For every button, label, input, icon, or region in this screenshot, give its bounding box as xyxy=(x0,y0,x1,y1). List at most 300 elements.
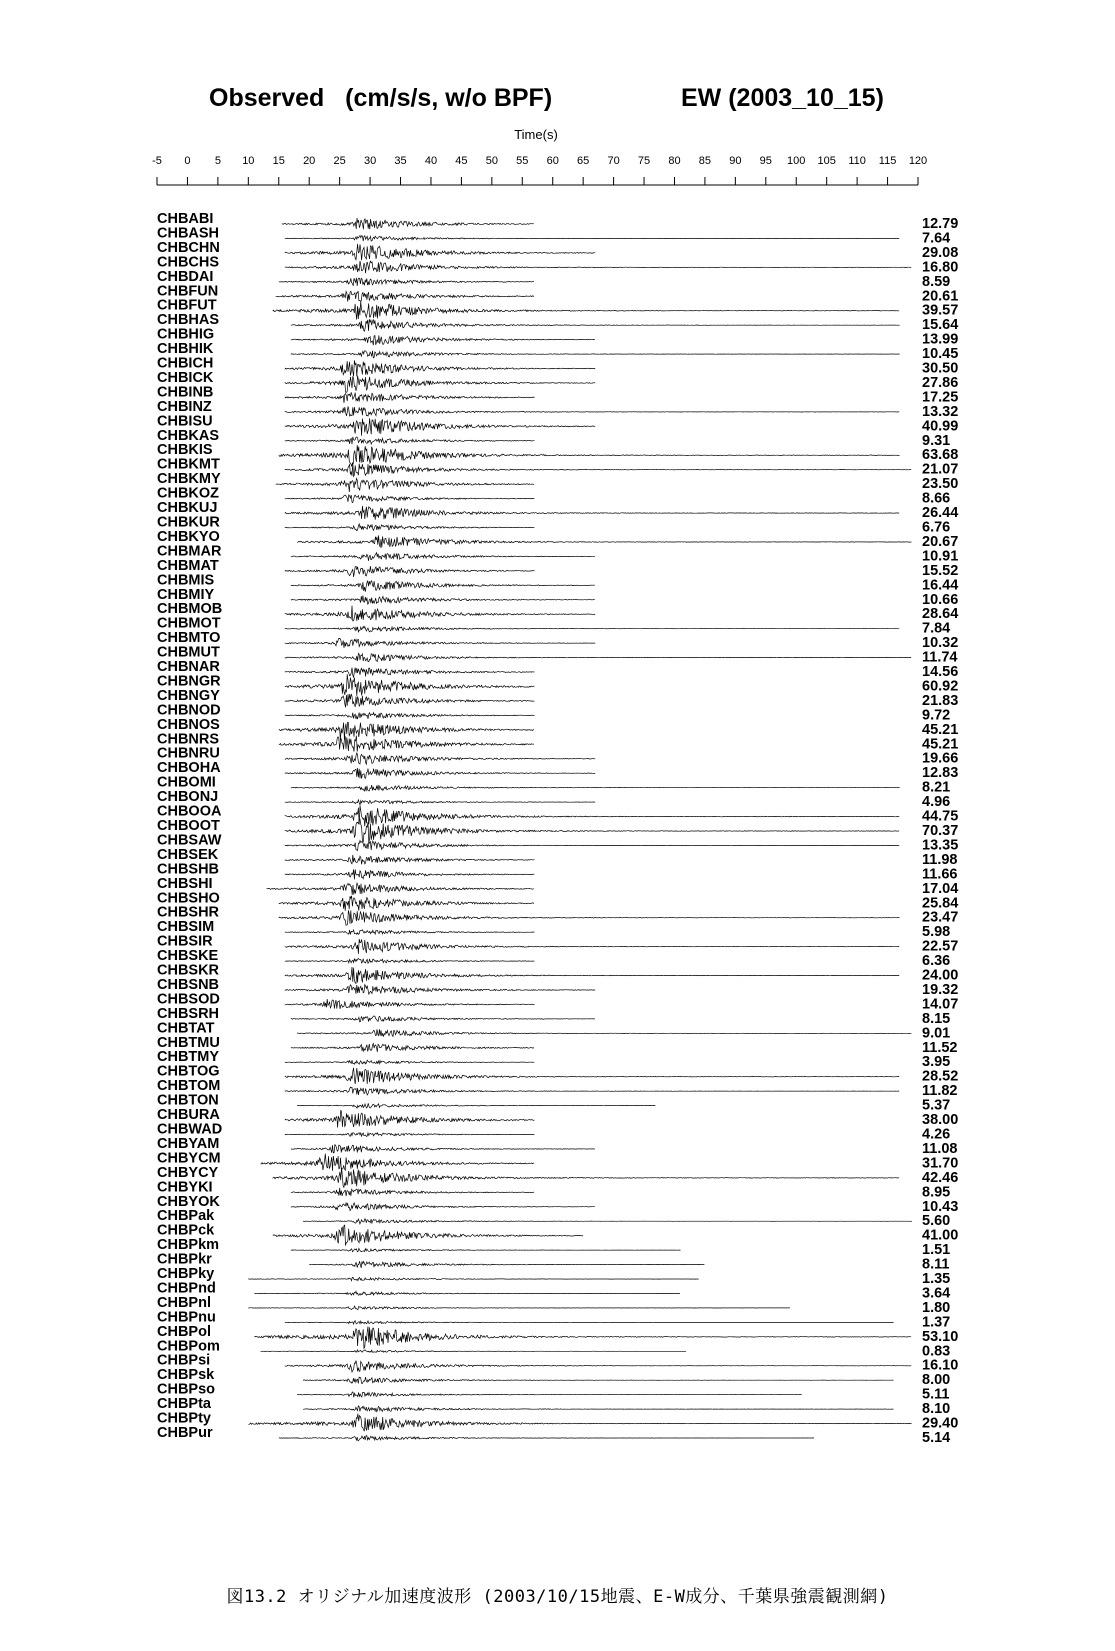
peak-value-label: 40.99 xyxy=(922,418,959,435)
station-trace xyxy=(157,1309,950,1330)
time-axis xyxy=(152,155,927,185)
waveform-line xyxy=(285,1060,535,1064)
peak-value-label: 5.14 xyxy=(922,1430,951,1446)
station-label: CHBSAW xyxy=(157,832,222,849)
station-label: CHBTMY xyxy=(157,1049,220,1066)
station-label: CHBKMY xyxy=(157,471,221,488)
peak-value-label: 16.80 xyxy=(922,259,959,276)
x-tick-label: 50 xyxy=(485,155,498,167)
x-tick-label: 90 xyxy=(729,155,742,167)
waveform-line xyxy=(297,1029,911,1036)
station-trace xyxy=(157,370,958,392)
station-label: CHBICK xyxy=(157,369,214,386)
waveform-line xyxy=(291,785,900,791)
waveform-line xyxy=(279,896,534,911)
peak-value-label: 29.40 xyxy=(922,1415,959,1432)
station-trace xyxy=(157,1208,950,1229)
peak-value-label: 8.66 xyxy=(922,490,951,507)
station-label: CHBSNB xyxy=(157,976,220,993)
station-label: CHBMAT xyxy=(157,557,219,574)
station-label: CHBINZ xyxy=(157,398,212,415)
peak-value-label: 11.98 xyxy=(922,851,958,868)
waveform-line xyxy=(297,1392,802,1397)
peak-value-label: 11.74 xyxy=(922,649,958,666)
station-label: CHBOMI xyxy=(157,774,216,791)
station-label: CHBYCM xyxy=(157,1150,221,1167)
waveform-line xyxy=(285,1133,535,1137)
waveform-line xyxy=(285,244,595,260)
waveform-line xyxy=(285,768,595,779)
peak-value-label: 12.83 xyxy=(922,765,959,782)
station-trace xyxy=(157,1020,950,1041)
station-label: CHBHIG xyxy=(157,326,215,343)
waveform-line xyxy=(285,606,595,621)
station-label: CHBPso xyxy=(157,1381,216,1398)
station-label: CHBSHI xyxy=(157,875,213,892)
station-label: CHBSEK xyxy=(157,846,219,863)
station-label: CHBPnd xyxy=(157,1280,216,1297)
waveform-line xyxy=(254,1291,680,1295)
figure-caption: 図13.2 オリジナル加速度波形 (2003/10/15地震、E-W成分、千葉県強震観測網) xyxy=(226,1587,889,1607)
waveform-line xyxy=(285,869,535,879)
x-tick-label: 75 xyxy=(637,155,651,167)
waveform-line xyxy=(291,1145,595,1153)
peak-value-label: 25.84 xyxy=(922,895,959,912)
waveform-line xyxy=(285,855,535,864)
peak-value-label: 1.80 xyxy=(922,1299,951,1316)
waveform-line xyxy=(248,1277,698,1280)
station-label: CHBOOA xyxy=(157,803,222,820)
station-trace xyxy=(157,283,958,304)
peak-value-label: 29.08 xyxy=(922,244,959,261)
peak-value-label: 3.64 xyxy=(922,1285,951,1302)
waveform-line xyxy=(273,301,899,319)
station-trace xyxy=(157,717,958,741)
waveform-line xyxy=(291,1248,681,1251)
station-label: CHBASH xyxy=(157,225,220,242)
peak-value-label: 16.44 xyxy=(922,577,959,594)
waveform-line xyxy=(279,910,900,925)
station-label: CHBMIS xyxy=(157,572,215,589)
x-tick-label: 5 xyxy=(214,155,221,167)
station-label: CHBTOG xyxy=(157,1063,220,1080)
waveform-line xyxy=(285,939,899,954)
waveform-line xyxy=(291,351,900,358)
station-label: CHBSHB xyxy=(157,861,220,878)
station-trace xyxy=(157,269,950,290)
waveform-line xyxy=(261,1154,535,1171)
station-label: CHBPur xyxy=(157,1425,213,1441)
station-trace xyxy=(157,1122,950,1143)
waveform-line xyxy=(279,736,534,752)
station-label: CHBPak xyxy=(157,1208,215,1225)
peak-value-label: 13.99 xyxy=(922,331,959,348)
station-label: CHBMOT xyxy=(157,615,221,632)
station-label: CHBNOD xyxy=(157,702,221,719)
station-trace xyxy=(157,471,958,492)
peak-value-label: 42.46 xyxy=(922,1169,959,1186)
waveform-line xyxy=(285,566,535,577)
station-label: CHBHIK xyxy=(157,341,214,358)
station-trace xyxy=(157,1382,949,1403)
waveform-line xyxy=(285,753,595,765)
waveform-line xyxy=(291,553,595,561)
station-trace xyxy=(157,688,958,709)
station-trace xyxy=(157,1093,950,1114)
station-trace xyxy=(157,977,958,998)
waveform-line xyxy=(273,1168,899,1188)
waveform-line xyxy=(285,806,899,827)
waveform-line xyxy=(279,722,534,740)
station-trace xyxy=(157,543,958,564)
station-label: CHBOOT xyxy=(157,818,220,834)
x-tick-label: 70 xyxy=(607,155,620,167)
station-label: CHBYAM xyxy=(157,1135,220,1152)
waveform-line xyxy=(285,930,535,935)
peak-value-label: 28.52 xyxy=(922,1068,959,1085)
peak-value-label: 21.07 xyxy=(922,461,959,478)
x-tick-label: 0 xyxy=(184,155,191,167)
waveform-line xyxy=(285,999,535,1009)
peak-value-label: 1.37 xyxy=(922,1314,951,1331)
station-label: CHBYOK xyxy=(157,1193,220,1210)
waveform-line xyxy=(285,437,535,444)
station-trace xyxy=(157,529,958,550)
station-trace xyxy=(157,1194,958,1215)
waveform-line xyxy=(279,445,900,466)
waveform-line xyxy=(303,1219,912,1224)
station-trace xyxy=(157,659,958,680)
station-label: CHBMTO xyxy=(157,630,221,647)
x-tick-label: 105 xyxy=(817,155,836,167)
station-trace xyxy=(157,428,950,449)
waveform-line xyxy=(303,1406,893,1412)
station-trace xyxy=(157,225,950,246)
peak-value-label: 13.35 xyxy=(922,837,959,854)
station-trace xyxy=(157,211,958,232)
peak-value-label: 1.35 xyxy=(922,1271,951,1288)
station-trace xyxy=(157,327,958,348)
peak-value-label: 11.66 xyxy=(922,866,958,883)
waveform-line xyxy=(276,291,534,302)
waveform-line xyxy=(285,506,899,520)
x-tick-label: 80 xyxy=(668,155,681,167)
waveform-line xyxy=(273,1225,583,1245)
station-trace xyxy=(157,500,958,521)
station-trace xyxy=(157,442,958,466)
station-label: CHBPky xyxy=(157,1266,215,1283)
peak-value-label: 7.84 xyxy=(922,620,951,637)
station-label: CHBFUN xyxy=(157,283,219,300)
peak-value-label: 15.52 xyxy=(922,562,959,579)
peak-value-label: 20.67 xyxy=(922,533,959,550)
peak-value-label: 39.57 xyxy=(922,302,959,319)
peak-value-label: 0.83 xyxy=(922,1343,951,1360)
station-trace xyxy=(157,515,950,536)
peak-value-label: 45.21 xyxy=(922,721,959,738)
station-trace xyxy=(157,876,958,897)
chart-title: Observed (cm/s/s, w/o BPF) xyxy=(209,84,553,112)
peak-value-label: 24.00 xyxy=(922,967,959,984)
peak-value-label: 8.00 xyxy=(922,1372,951,1389)
peak-value-label: 10.43 xyxy=(922,1198,959,1215)
peak-value-label: 27.86 xyxy=(922,374,959,391)
station-label: CHBSKR xyxy=(157,962,220,979)
peak-value-label: 5.37 xyxy=(922,1097,951,1114)
station-label: CHBSIR xyxy=(157,933,213,950)
station-label: CHBPol xyxy=(157,1323,211,1340)
x-axis-label: Time(s) xyxy=(514,127,558,142)
peak-value-label: 9.31 xyxy=(922,432,951,449)
station-label: CHBTOM xyxy=(157,1078,221,1095)
station-label: CHBKOZ xyxy=(157,485,220,502)
waveform-line xyxy=(285,653,911,661)
station-trace xyxy=(157,356,958,377)
station-label: CHBPty xyxy=(157,1410,211,1427)
station-label: CHBHAS xyxy=(157,312,220,329)
waveform-line xyxy=(303,1377,893,1383)
waveform-line xyxy=(276,478,534,492)
station-label: CHBMAR xyxy=(157,543,222,560)
station-trace xyxy=(157,1411,958,1432)
waveform-line xyxy=(285,406,899,416)
station-label: CHBMOB xyxy=(157,601,223,618)
peak-value-label: 10.45 xyxy=(922,346,959,363)
station-trace xyxy=(157,298,958,320)
station-label: CHBPnu xyxy=(157,1309,216,1326)
x-tick-label: 40 xyxy=(424,155,438,167)
station-trace xyxy=(157,240,958,261)
x-tick-label: -5 xyxy=(152,155,162,167)
peak-value-label: 4.26 xyxy=(922,1126,951,1143)
station-trace xyxy=(157,1425,950,1446)
station-trace xyxy=(157,1295,950,1316)
station-trace xyxy=(157,1006,950,1027)
peak-value-label: 63.68 xyxy=(922,447,959,464)
waveform-line xyxy=(285,495,535,503)
station-label: CHBPsi xyxy=(157,1352,211,1369)
station-label: CHBCHN xyxy=(157,239,220,256)
station-trace xyxy=(157,399,958,420)
waveform-line xyxy=(285,674,535,696)
station-trace xyxy=(157,948,950,969)
waveform-line xyxy=(285,392,535,403)
station-trace xyxy=(157,572,958,593)
peak-value-label: 21.83 xyxy=(922,692,959,709)
waveform-line xyxy=(261,1350,687,1352)
station-trace xyxy=(157,861,958,882)
station-trace xyxy=(157,1078,958,1099)
peak-value-label: 4.96 xyxy=(922,794,951,811)
waveform-line xyxy=(254,1326,911,1348)
peak-value-label: 26.44 xyxy=(922,505,959,522)
station-trace xyxy=(157,558,958,579)
waveform-line xyxy=(285,841,899,851)
x-tick-label: 10 xyxy=(242,155,255,167)
peak-value-label: 11.08 xyxy=(922,1140,958,1157)
station-label: CHBSOD xyxy=(157,991,220,1008)
station-label: CHBWAD xyxy=(157,1121,223,1138)
station-trace xyxy=(157,1280,950,1301)
waveform-line xyxy=(291,581,595,592)
peak-value-label: 7.64 xyxy=(922,230,951,247)
waveform-line xyxy=(285,985,595,995)
station-label: CHBABI xyxy=(157,211,214,227)
station-label: CHBSKE xyxy=(157,948,219,965)
waveform-line xyxy=(285,360,595,376)
waveform-line xyxy=(291,596,595,605)
peak-value-label: 23.50 xyxy=(922,476,959,493)
peak-value-label: 19.66 xyxy=(922,750,959,767)
station-trace xyxy=(157,1107,958,1128)
station-trace xyxy=(157,963,958,984)
station-label: CHBPnl xyxy=(157,1294,211,1311)
peak-value-label: 45.21 xyxy=(922,736,959,753)
waveform-line xyxy=(285,638,595,647)
station-trace xyxy=(157,1396,950,1417)
waveform-line xyxy=(285,418,595,435)
peak-value-label: 17.25 xyxy=(922,389,959,406)
station-label: CHBNRU xyxy=(157,745,220,762)
station-trace xyxy=(157,890,958,911)
station-trace xyxy=(157,1367,950,1388)
station-label: CHBKYO xyxy=(157,528,220,545)
waveform-line xyxy=(291,1044,534,1052)
waveform-line xyxy=(297,1103,655,1108)
station-label: CHBMUT xyxy=(157,644,220,661)
station-label: CHBPta xyxy=(157,1396,211,1413)
station-trace xyxy=(157,1353,958,1374)
station-label: CHBINB xyxy=(157,384,214,401)
peak-value-label: 11.52 xyxy=(922,1039,958,1056)
waveform-line xyxy=(291,1188,534,1196)
station-trace xyxy=(157,775,950,796)
station-label: CHBSHR xyxy=(157,904,220,921)
station-trace xyxy=(157,746,958,767)
station-trace xyxy=(157,601,958,622)
peak-value-label: 14.56 xyxy=(922,664,959,681)
station-trace xyxy=(157,1150,958,1171)
station-trace xyxy=(157,1035,958,1056)
station-label: CHBPkm xyxy=(157,1237,220,1254)
peak-value-label: 5.11 xyxy=(922,1386,950,1403)
station-label: CHBICH xyxy=(157,355,214,372)
station-trace xyxy=(157,486,950,507)
station-trace xyxy=(157,1179,950,1200)
peak-value-label: 60.92 xyxy=(922,678,959,695)
station-trace xyxy=(157,1237,950,1258)
station-trace xyxy=(157,1324,958,1348)
x-tick-label: 30 xyxy=(363,155,377,167)
waveform-line xyxy=(285,1321,894,1324)
waveform-line xyxy=(285,1087,899,1095)
station-label: CHBKUR xyxy=(157,514,220,531)
waveform-line xyxy=(285,1361,911,1372)
station-label: CHBNRS xyxy=(157,731,220,748)
peak-value-label: 44.75 xyxy=(922,808,959,825)
x-tick-label: 20 xyxy=(303,155,316,167)
waveform-line xyxy=(279,1436,814,1441)
station-label: CHBPck xyxy=(157,1222,215,1239)
waveform-line xyxy=(285,668,535,678)
waveform-line xyxy=(285,967,899,983)
station-trace xyxy=(157,1338,950,1359)
waveform-line xyxy=(285,261,911,273)
station-trace xyxy=(157,991,958,1012)
x-tick-label: 115 xyxy=(878,155,897,167)
station-trace xyxy=(157,312,958,333)
station-label: CHBKMT xyxy=(157,456,220,473)
peak-value-label: 16.10 xyxy=(922,1357,959,1374)
waveform-line xyxy=(285,626,899,632)
station-trace xyxy=(157,630,958,651)
peak-value-label: 38.00 xyxy=(922,1112,959,1129)
station-trace xyxy=(157,1223,958,1246)
waveform-line xyxy=(285,1110,535,1128)
station-label: CHBSRH xyxy=(157,1005,220,1022)
station-trace xyxy=(157,760,958,781)
peak-value-label: 31.70 xyxy=(922,1155,959,1172)
waveform-line xyxy=(279,278,534,286)
station-label: CHBONJ xyxy=(157,789,219,806)
x-tick-label: 95 xyxy=(759,155,772,167)
x-tick-label: 65 xyxy=(577,155,590,167)
station-label: CHBPkr xyxy=(157,1251,212,1268)
peak-value-label: 41.00 xyxy=(922,1227,959,1244)
peak-value-label: 22.57 xyxy=(922,938,959,955)
station-trace xyxy=(157,847,958,868)
station-label: CHBNGY xyxy=(157,687,220,704)
station-trace xyxy=(157,818,958,842)
peak-value-label: 12.79 xyxy=(922,216,959,232)
station-trace xyxy=(157,1266,950,1287)
station-label: CHBNAR xyxy=(157,659,220,676)
station-trace xyxy=(157,1165,958,1187)
waveform-line xyxy=(291,1016,595,1022)
peak-value-label: 8.10 xyxy=(922,1401,951,1418)
station-trace xyxy=(157,919,950,940)
station-label: CHBURA xyxy=(157,1107,220,1124)
component-label: EW (2003_10_15) xyxy=(681,84,884,112)
x-tick-label: 55 xyxy=(516,155,529,167)
waveform-line xyxy=(285,376,595,393)
station-trace xyxy=(157,587,958,608)
station-trace xyxy=(157,616,950,637)
waveform-line xyxy=(291,319,900,331)
station-label: CHBOHA xyxy=(157,760,221,777)
station-label: CHBNGR xyxy=(157,673,221,690)
waveform-line xyxy=(267,883,534,895)
waveform-line xyxy=(285,236,899,242)
station-label: CHBFUT xyxy=(157,297,217,314)
station-label: CHBSHO xyxy=(157,890,220,907)
peak-value-label: 8.95 xyxy=(922,1184,951,1201)
peak-value-label: 28.64 xyxy=(922,606,959,623)
peak-value-label: 30.50 xyxy=(922,360,959,377)
waveform-line xyxy=(285,713,535,720)
waveform-line xyxy=(285,1068,899,1084)
waveform-line xyxy=(285,959,535,964)
peak-value-label: 8.15 xyxy=(922,1010,951,1027)
peak-value-label: 14.07 xyxy=(922,996,959,1013)
station-trace xyxy=(157,384,958,405)
station-label: CHBISU xyxy=(157,413,213,430)
station-trace xyxy=(157,1064,958,1085)
peak-value-label: 9.01 xyxy=(922,1025,951,1042)
station-trace xyxy=(157,905,958,926)
waveform-line xyxy=(291,335,595,345)
waveform-line xyxy=(297,535,911,547)
